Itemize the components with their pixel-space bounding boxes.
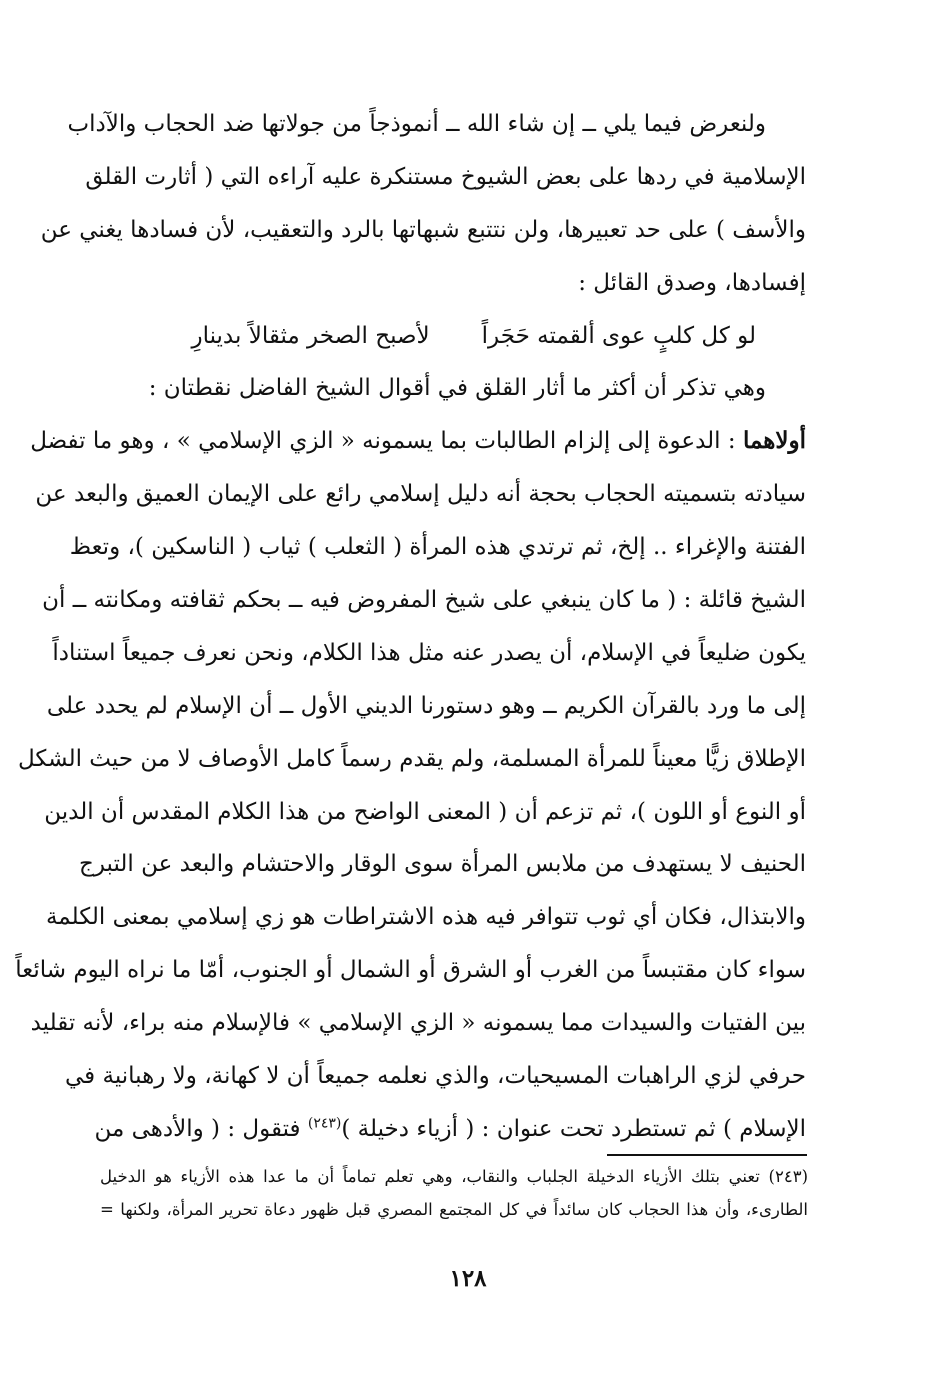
text-line: إلى ما ورد بالقرآن الكريم ــ وهو دستورنا الديني الأول ــ أن الإسلام لم يحدد على [46,692,806,719]
text-line: الإسلامية في ردها على بعض الشيوخ مستنكرة عليه آراءه التي ( أثارت القلق [85,163,806,190]
poem-hemistich-first: لو كل كلبٍ عوى ألقمته حَجَراً [481,322,756,349]
text-line: بين الفتيات والسيدات مما يسمونه « الزي الإسلامي » فالإسلام منه براء، لأنه تقليد [30,1010,806,1037]
text-line: أو النوع أو اللون )، ثم تزعم أن ( المعنى الواضح من هذا الكلام المقدس أن الدين [44,798,806,825]
footnote-line: الطارىء، وأن هذا الحجاب كان سائداً في كل المجتمع المصري قبل ظهور دعاة تحرير المرأة، ولكنها = [100,1200,808,1219]
text-line: يكون ضليعاً في الإسلام، أن يصدر عنه مثل هذا الكلام، ونحن نعرف جميعاً استناداً [52,639,806,666]
text-line: والأسف ) على حد تعبيرها، ولن نتتبع شبهاتها بالرد والتعقيب، لأن فسادها يغني عن [40,216,806,243]
text-line: سواء كان مقتبساً من الغرب أو الشرق أو الشمال أو الجنوب، أمّا ما نراه اليوم شائعاً [15,957,806,984]
poem-verse [100,310,806,363]
text-line: والابتذال، فكان أي ثوب تتوافر فيه هذه الاشتراطات هو زي إسلامي بمعنى الكلمة [45,904,806,931]
main-text-block [15,98,806,1156]
footnote-divider [607,1154,807,1156]
poem-hemistich-second: لأصبح الصخر مثقالاً بدينارِ [191,322,430,349]
text-line: وهي تذكر أن أكثر ما أثار القلق في أقوال الشيخ الفاضل نقطتان : [148,375,766,402]
text-segment: الإسلام ) ثم تستطرد تحت عنوان : ( أزياء دخيلة ) [341,1115,806,1142]
text-line: الإطلاق زيًّا معيناً للمرأة المسلمة، ولم يقدم رسماً كامل الأوصاف لا من حيث الشكل [17,745,806,772]
text-line: إفسادها، وصدق القائل : [578,269,806,296]
section-label: أولاهما [742,427,806,455]
text-line [94,1103,806,1156]
footnote-reference: (٢٤٣) [307,1115,342,1132]
text-line: الشيخ قائلة : ( ما كان ينبغي على شيخ المفروض فيه ــ بحكم ثقافته ومكانته ــ أن [42,587,806,614]
text-segment: : الدعوة إلى إلزام الطالبات بما يسمونه « الزي الإسلامي » ، وهو ما تفضل [30,428,743,455]
footnote-line: (٢٤٣) تعني بتلك الأزياء الدخيلة الجلباب والنقاب، وهي تعلم تماماً أن ما عدا هذه الأزياء هو الدخيل [100,1167,808,1186]
text-line [30,415,806,468]
text-segment: فتقول : ( والأدهى من [94,1115,308,1142]
text-line: حرفي لزي الراهبات المسيحيات، والذي نعلمه جميعاً أن لا كهانة، ولا رهبانية في [65,1063,806,1090]
text-line: سيادته بتسميته الحجاب بحجة أنه دليل إسلامي رائع على الإيمان العميق والبعد عن [35,481,806,508]
text-line: الحنيف لا يستهدف من ملابس المرأة سوى الوقار والاحتشام والبعد عن التبرج [78,851,806,878]
text-line: الفتنة والإغراء .. إلخ، ثم ترتدي هذه المرأة ( الثعلب ) ثياب ( الناسكين )، وتعظ [69,534,806,561]
text-line: ولنعرض فيما يلي ــ إن شاء الله ــ أنموذجاً من جولاتها ضد الحجاب والآداب [67,111,766,137]
page-number: ١٢٨ [449,1265,487,1292]
footnotes-block [100,1160,808,1226]
